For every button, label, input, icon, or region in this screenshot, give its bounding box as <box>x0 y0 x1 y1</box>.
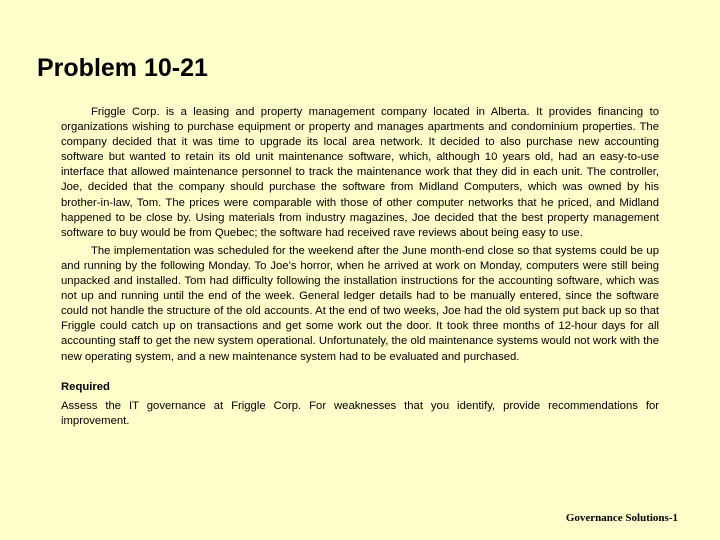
paragraph-background: Friggle Corp. is a leasing and property management company located in Alberta. It provides financing to organizations wishing to purchase equipment or property and manages apartments and condominium properties. The company decided that it was time to upgrade its local area network. It decided to also purchase new accounting software but wanted to retain its old unit maintenance software, which, although 10 years old, had an easy-to-use interface that allowed maintenance personnel to track the maintenance work that they did in each unit. The controller, Joe, decided that the company should purchase the software from Midland Computers, which was owned by his brother-in-law, Tom. The prices were comparable with those of other computer networks that he priced, and Midland happened to be close by. Using materials from industry magazines, Joe decided that the best property management software to buy would be from Quebec; the software had received rave reviews about being easy to use. <box>61 106 659 239</box>
slide-footer: Governance Solutions-1 <box>565 512 678 524</box>
problem-body <box>61 105 659 432</box>
paragraph-implementation: The implementation was scheduled for the weekend after the June month-end close so that systems could be up and running by the following Monday. To Joe’s horror, when he arrived at work on Monday, computers were still being unpacked and installed. Tom had difficulty following the installation instructions for the accounting software, which was not up and running until the end of the week. General ledger details had to be manually entered, since the software could not handle the structure of the old accounts. At the end of two weeks, Joe had the old system put back up so that Friggle could catch up on transactions and get some work out the door. It took three months of 12-hour days for all accounting staff to get the new system operational. Unfortunately, the old maintenance systems would not work with the new operating system, and a new maintenance system had to be evaluated and purchased. <box>61 244 659 363</box>
slide-title: Problem 10-21 <box>37 54 208 82</box>
required-text: Assess the IT governance at Friggle Corp. For weaknesses that you identify, provide recommendations for improvement. <box>61 399 659 427</box>
required-heading: Required <box>61 380 110 393</box>
